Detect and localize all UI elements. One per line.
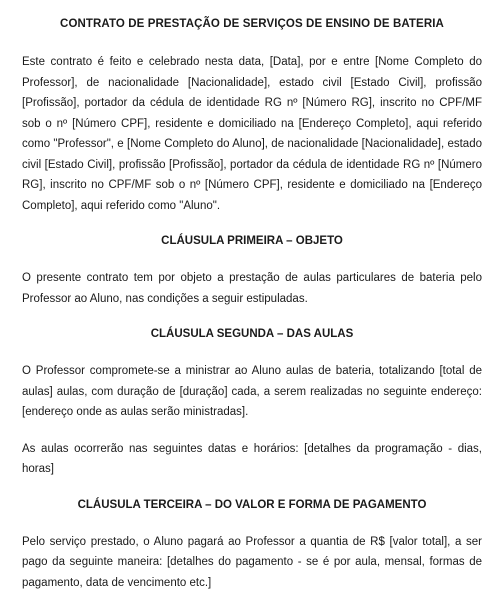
clause-1-heading: CLÁUSULA PRIMEIRA – OBJETO (161, 235, 343, 247)
clause-2-paragraph-1: O Professor compromete-se a ministrar ao Aluno aulas de bateria, totalizando [total de aulas] aulas, com duração de [duração] cada, a serem realizadas no seguinte endereço: [endereço onde as aulas serão ministradas]. (22, 365, 482, 418)
document-title: CONTRATO DE PRESTAÇÃO DE SERVIÇOS DE ENSINO DE BATERIA (60, 18, 444, 30)
clause-3-heading: CLÁUSULA TERCEIRA – DO VALOR E FORMA DE PAGAMENTO (77, 498, 427, 511)
clause-2-paragraph-2: As aulas ocorrerão nas seguintes datas e horários: [detalhes da programação - dias, horas] (22, 442, 482, 475)
intro-paragraph: Este contrato é feito e celebrado nesta data, [Data], por e entre [Nome Completo do Professor], de nacionalidade [Nacionalidade], estado civil [Estado Civil], profissão [Profissão], portador da cédula de identidade RG nº [Número RG], inscrito no CPF/MF sob o nº [Número CPF], residente e domiciliado na [Endereço Completo], aqui referido como "Professor", e [Nome Completo do Aluno], de nacionalidade [Nacionalidade], estado civil [Estado Civil], profissão [Profissão], portador da cédula de identidade RG nº [Número RG], inscrito no CPF/MF sob o nº [Número CPF], residente e domiciliado na [Endereço Completo], aqui referido como "Aluno". (22, 56, 482, 212)
clause-3-paragraph: Pelo serviço prestado, o Aluno pagará ao Professor a quantia de R$ [valor total], a ser pago da seguinte maneira: [detalhes do pagamento - se é por aula, mensal, formas de pagamento, data de vencimento etc.] (22, 535, 482, 589)
clause-1-paragraph: O presente contrato tem por objeto a prestação de aulas particulares de bateria pelo Professor ao Aluno, nas condições a seguir estipuladas. (22, 272, 482, 305)
paragraph-spacer (22, 423, 482, 439)
clause-2-heading: CLÁUSULA SEGUNDA – DAS AULAS (150, 328, 354, 340)
